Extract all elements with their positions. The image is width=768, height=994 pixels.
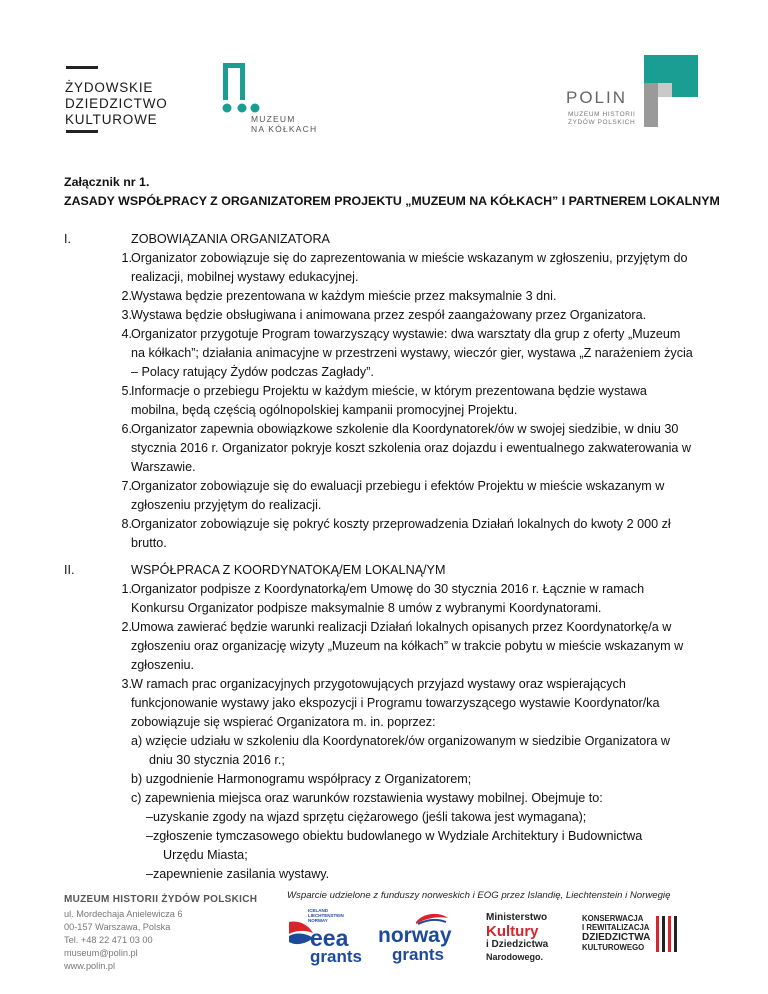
sub-item-line: b) uzgodnienie Harmonogramu współpracy z Organizatorem;	[131, 772, 472, 786]
item-line: W ramach prac organizacyjnych przygotowujących przyjazd wystawy oraz wspierających	[131, 677, 626, 691]
eea-country: ICELAND	[308, 908, 328, 913]
item-number: 4.	[121, 327, 132, 341]
mnk-line: MUZEUM	[251, 114, 296, 124]
sub-item	[131, 789, 704, 808]
konserwacja-line: KULTUROWEGO	[582, 943, 645, 952]
item-line: Wystawa będzie prezentowana w każdym mieście przez maksymalnie 3 dni.	[131, 289, 557, 303]
konserwacja-line: I REWITALIZACJA	[582, 923, 650, 932]
norway-grants-word: grants	[392, 945, 444, 964]
item-line: zobowiązuje się wspierać Organizatora m. in. poprzez:	[131, 715, 436, 729]
dash-item-line: –zgłoszenie tymczasowego obiektu budowlanego w Wydziale Architektury i Budownictwa	[146, 829, 643, 843]
ministry-line: i Dziedzictwa	[486, 939, 549, 950]
wheels-icon	[220, 60, 260, 116]
list-item	[131, 306, 704, 325]
list-item	[131, 477, 704, 515]
item-line: Organizator zobowiązuje się do ewaluacji przebiegu i efektów Projektu w mieście wskazanym w	[131, 479, 665, 493]
polin-subtitle	[568, 111, 635, 127]
eea-country: NORWAY	[308, 918, 328, 923]
norway-grants-logo	[378, 910, 470, 972]
section-title: ZOBOWIĄZANIA ORGANIZATORA	[131, 232, 330, 246]
item-line: brutto.	[131, 536, 167, 550]
item-number: 7.	[121, 479, 132, 493]
dash-item-line: Urzędu Miasta;	[163, 848, 248, 862]
dash-item	[146, 808, 704, 827]
eea-grants-word: grants	[310, 947, 362, 966]
item-number: 2.	[121, 620, 132, 634]
item-line: Informacje o przebiegu Projektu w każdym mieście, w którym prezentowana będzie wystawa	[131, 384, 647, 398]
mnk-label	[251, 114, 317, 134]
eea-country: LIECHTENSTEIN	[308, 913, 344, 918]
document-title: ZASADY WSPÓŁPRACY Z ORGANIZATOREM PROJEKTU „MUZEUM NA KÓŁKACH” I PARTNEREM LOKALNYM	[64, 194, 720, 208]
polin-sub-line: MUZEUM HISTORII	[568, 111, 636, 118]
section-number: II.	[64, 563, 75, 577]
item-line: Organizator podpisze z Koordynatorką/em Umowę do 30 stycznia 2016 r. Łącznie w ramach	[131, 582, 645, 596]
item-number: 1.	[121, 251, 132, 265]
item-line: mobilna, będą częścią ogólnopolskiej kampanii promocyjnej Projektu.	[131, 403, 518, 417]
list-item	[131, 382, 704, 420]
sub-item-line: dniu 30 stycznia 2016 r.;	[149, 753, 285, 767]
ministry-logo	[486, 912, 566, 970]
section-title: WSPÓŁPRACA Z KOORDYNATOKĄ/EM LOKALNĄ/YM	[131, 563, 446, 577]
konserwacja-line: DZIEDZICTWA	[582, 932, 651, 943]
footer-title: MUZEUM HISTORII ŻYDÓW POLSKICH	[64, 894, 258, 905]
eea-countries	[308, 908, 344, 923]
item-number: 6.	[121, 422, 132, 436]
item-line: Organizator zobowiązuje się do zaprezentowania w mieście wskazanym w zgłoszeniu, przyjętym do	[131, 251, 688, 265]
footer-address-line: ul. Mordechaja Anielewicza 6	[64, 909, 183, 919]
footer-email: museum@polin.pl	[64, 948, 138, 958]
item-number: 5.	[121, 384, 132, 398]
konserwacja-line: KONSERWACJA	[582, 914, 644, 923]
mnk-line: NA KÓŁKACH	[251, 124, 318, 134]
footer-website: www.polin.pl	[64, 961, 116, 971]
sub-item	[131, 770, 704, 789]
section-number: I.	[64, 232, 71, 246]
eea-word: eea	[310, 925, 349, 951]
ministry-line: Ministerstwo	[486, 912, 548, 923]
zdk-bottom-rule	[66, 130, 98, 133]
item-line: Organizator przygotuje Program towarzyszący wystawie: dwa warsztaty dla grup z oferty „Muzeum	[131, 327, 681, 341]
list-item	[131, 420, 704, 477]
item-line: – Polacy ratujący Żydów podczas Zagłady”.	[131, 365, 374, 379]
ministry-line-kultury: Kultury	[486, 923, 539, 940]
support-note: Wsparcie udzielone z funduszy norweskich i EOG przez Islandię, Liechtenstein i Norwegię	[287, 890, 671, 901]
item-line: na kółkach”; działania animacyjne w przestrzeni wystawy, wieczór gier, wystawa „Z narażeniem życia	[131, 346, 693, 360]
ministry-line: Narodowego.	[486, 952, 544, 962]
list-item	[131, 675, 704, 732]
zdk-text	[65, 80, 168, 128]
item-line: zgłoszeniu.	[131, 658, 195, 672]
konserwacja-bars-icon	[654, 914, 682, 954]
footer-address-line: 00-157 Warszawa, Polska	[64, 922, 171, 932]
item-line: Wystawa będzie obsługiwana i animowana przez zespół zaangażowany przez Organizatora.	[131, 308, 647, 322]
item-line: Organizator zobowiązuje się pokryć koszty przeprowadzenia Działań lokalnych do kwoty 2 000 zł	[131, 517, 671, 531]
item-line: stycznia 2016 r. Organizator pokryje koszt szkolenia oraz dojazdu i ewentualnego zakwaterowania w	[131, 441, 692, 455]
dash-item	[146, 865, 704, 884]
list-item	[131, 580, 704, 618]
sub-item-line: c) zapewnienia miejsca oraz warunków rozstawienia wystawy mobilnej. Obejmuje to:	[131, 791, 603, 805]
zdk-line: ŻYDOWSKIE	[65, 80, 154, 95]
polin-word: POLIN	[566, 88, 628, 107]
item-line: Organizator zapewnia obowiązkowe szkolenie dla Koordynatorek/ów w swojej siedzibie, w dniu 30	[131, 422, 679, 436]
item-number: 2.	[121, 289, 132, 303]
list-item	[131, 515, 704, 553]
dash-item-line: –uzyskanie zgody na wjazd sprzętu ciężarowego (jeśli takowa jest wymagana);	[146, 810, 587, 824]
zdk-line: DZIEDZICTWO	[65, 96, 168, 111]
zdk-top-rule	[66, 66, 98, 69]
list-item	[131, 618, 704, 675]
item-line: zgłoszeniu oraz organizację wizyty „Muzeum na kółkach” w trakcie pobytu w mieście wskazanym w	[131, 639, 684, 653]
footer-phone: Tel. +48 22 471 03 00	[64, 935, 153, 945]
list-item	[131, 287, 704, 306]
eea-grants-logo	[286, 908, 368, 972]
list-item	[131, 325, 704, 382]
item-number: 3.	[121, 677, 132, 691]
item-line: Konkursu Organizator podpisze maksymalnie 8 umów z wybranymi Koordynatorami.	[131, 601, 602, 615]
item-number: 3.	[121, 308, 132, 322]
annex-label: Załącznik nr 1.	[64, 175, 150, 189]
item-line: realizacji, mobilnej wystawy edukacyjnej.	[131, 270, 359, 284]
list-item	[131, 249, 704, 287]
konserwacja-logo	[582, 914, 688, 964]
norway-word: norway	[378, 924, 452, 947]
sub-item-line: a) wzięcie udziału w szkoleniu dla Koordynatorek/ów organizowanym w siedzibie Organizatora w	[131, 734, 670, 748]
item-number: 1.	[121, 582, 132, 596]
dash-item	[146, 827, 704, 865]
polin-mark-icon	[626, 52, 701, 130]
polin-sub-line: ŻYDÓW POLSKICH	[568, 119, 636, 126]
item-line: zgłoszeniu przyjętym do realizacji.	[131, 498, 322, 512]
sub-item	[131, 732, 704, 770]
item-line: funkcjonowanie wystawy jako ekspozycji i Programu towarzyszącego wystawie Koordynator/ka	[131, 696, 660, 710]
dash-item-line: –zapewnienie zasilania wystawy.	[146, 867, 330, 881]
item-line: Umowa zawierać będzie warunki realizacji Działań lokalnych opisanych przez Koordynatorkę/a w	[131, 620, 672, 634]
item-line: Warszawie.	[131, 460, 196, 474]
zdk-line: KULTUROWE	[65, 112, 158, 127]
item-number: 8.	[121, 517, 132, 531]
